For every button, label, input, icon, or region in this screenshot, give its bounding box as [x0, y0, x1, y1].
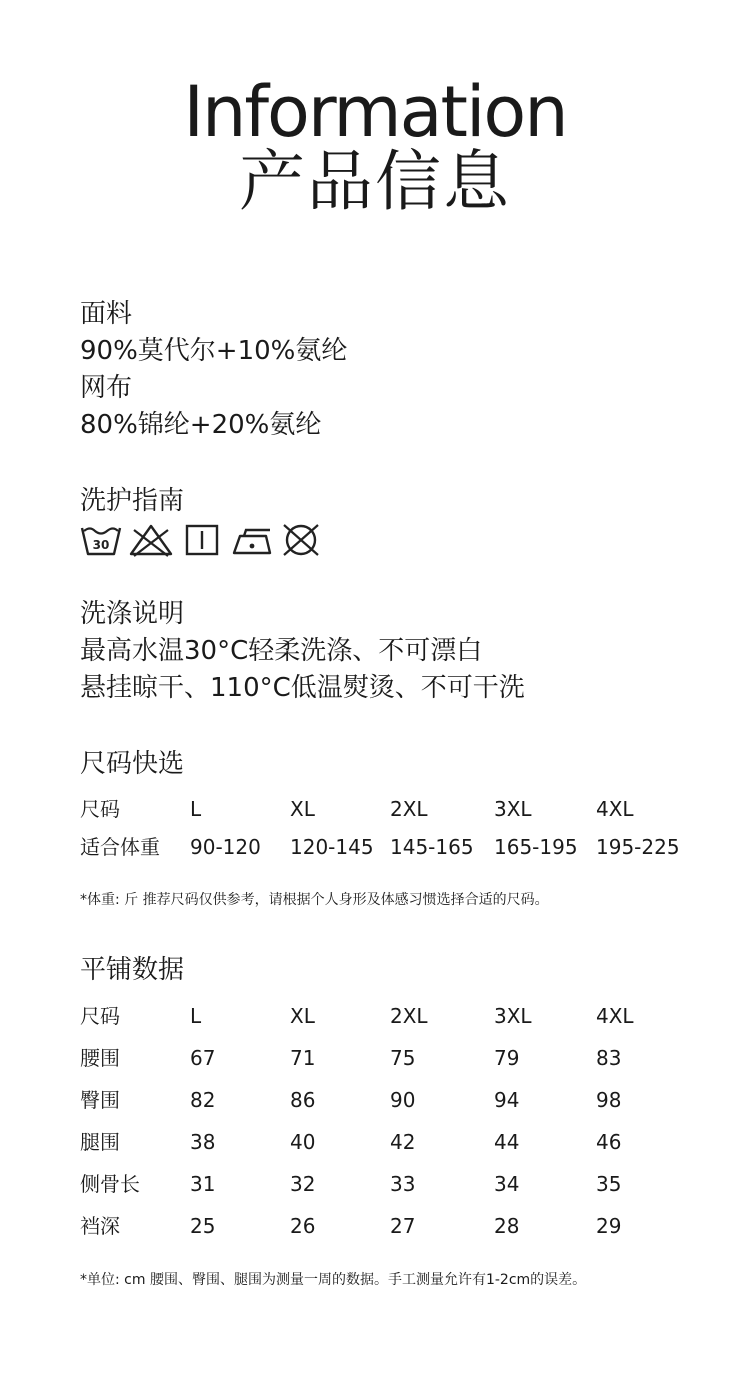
table-cell: 4XL [596, 797, 634, 821]
table-cell: 腿围 [80, 1130, 120, 1154]
iron-low-icon [230, 522, 276, 558]
table-cell: 28 [494, 1214, 520, 1238]
table-cell: 27 [390, 1214, 416, 1238]
table-cell: 尺码 [80, 1004, 120, 1028]
size-quick-label: 尺码快选 [80, 749, 185, 779]
table-cell: 42 [390, 1130, 416, 1154]
table-cell: 145-165 [390, 835, 474, 859]
table-cell: 40 [290, 1130, 316, 1154]
table-cell: 裆深 [80, 1214, 120, 1238]
fabric-value: 90%莫代尔+10%氨纶 [80, 336, 348, 366]
table-cell: 195-225 [596, 835, 680, 859]
flat-data-label: 平铺数据 [80, 955, 185, 985]
tumble-dry-icon [184, 522, 220, 558]
size-quick-note: *体重: 斤 推荐尺码仅供参考，请根据个人身形及体感习惯选择合适的尺码。 [80, 892, 549, 908]
care-icons-row [80, 522, 340, 558]
table-cell: XL [290, 1004, 315, 1028]
table-cell: L [190, 1004, 202, 1028]
table-cell: 4XL [596, 1004, 634, 1028]
size-quick-header-row [0, 795, 750, 823]
flat-data-header-row [0, 1002, 750, 1030]
table-cell: 79 [494, 1046, 520, 1070]
wash-instructions-line2: 悬挂晾干、110°C低温熨烫、不可干洗 [80, 673, 525, 703]
wash-temp-text: 30 [92, 538, 110, 552]
fabric-label: 面料 [80, 299, 133, 329]
table-cell: 3XL [494, 797, 532, 821]
table-cell: 165-195 [494, 835, 578, 859]
table-cell: 29 [596, 1214, 622, 1238]
table-cell: 臀围 [80, 1088, 120, 1112]
no-bleach-icon [128, 522, 174, 558]
table-cell: 腰围 [80, 1046, 120, 1070]
table-cell: 67 [190, 1046, 216, 1070]
table-row [0, 1212, 750, 1240]
table-cell: 侧骨长 [80, 1172, 140, 1196]
table-cell: 75 [390, 1046, 416, 1070]
mesh-label: 网布 [80, 373, 133, 403]
table-cell: 71 [290, 1046, 316, 1070]
mesh-value: 80%锦纶+20%氨纶 [80, 410, 322, 440]
table-cell: L [190, 797, 202, 821]
table-cell: 尺码 [80, 797, 120, 821]
table-cell: 32 [290, 1172, 316, 1196]
table-cell: 120-145 [290, 835, 374, 859]
table-cell: 90 [390, 1088, 416, 1112]
table-cell: 25 [190, 1214, 216, 1238]
table-cell: 适合体重 [80, 835, 160, 859]
table-cell: 86 [290, 1088, 316, 1112]
table-cell: 2XL [390, 1004, 428, 1028]
table-row [0, 1128, 750, 1156]
wash-instructions-label: 洗涤说明 [80, 599, 185, 629]
table-cell: 26 [290, 1214, 316, 1238]
table-cell: 3XL [494, 1004, 532, 1028]
table-cell: 83 [596, 1046, 622, 1070]
table-cell: 2XL [390, 797, 428, 821]
table-cell: 34 [494, 1172, 520, 1196]
table-cell: 98 [596, 1088, 622, 1112]
table-cell: XL [290, 797, 315, 821]
table-row [0, 1044, 750, 1072]
table-cell: 82 [190, 1088, 216, 1112]
table-cell: 31 [190, 1172, 216, 1196]
title-chinese: 产品信息 [239, 143, 511, 220]
wash-instructions-line1: 最高水温30°C轻柔洗涤、不可漂白 [80, 636, 483, 666]
flat-data-note: *单位: cm 腰围、臀围、腿围为测量一周的数据。手工测量允许有1-2cm的误差。 [80, 1272, 587, 1288]
table-cell: 33 [390, 1172, 416, 1196]
table-cell: 38 [190, 1130, 216, 1154]
table-row [0, 1170, 750, 1198]
table-cell: 94 [494, 1088, 520, 1112]
table-cell: 35 [596, 1172, 622, 1196]
wash-30-icon [80, 522, 122, 558]
table-cell: 46 [596, 1130, 622, 1154]
no-dry-clean-icon [280, 522, 322, 558]
title-english: Information [183, 71, 567, 153]
size-quick-weight-row [0, 833, 750, 861]
table-row [0, 1086, 750, 1114]
table-cell: 44 [494, 1130, 520, 1154]
care-guide-label: 洗护指南 [80, 486, 185, 516]
table-cell: 90-120 [190, 835, 261, 859]
